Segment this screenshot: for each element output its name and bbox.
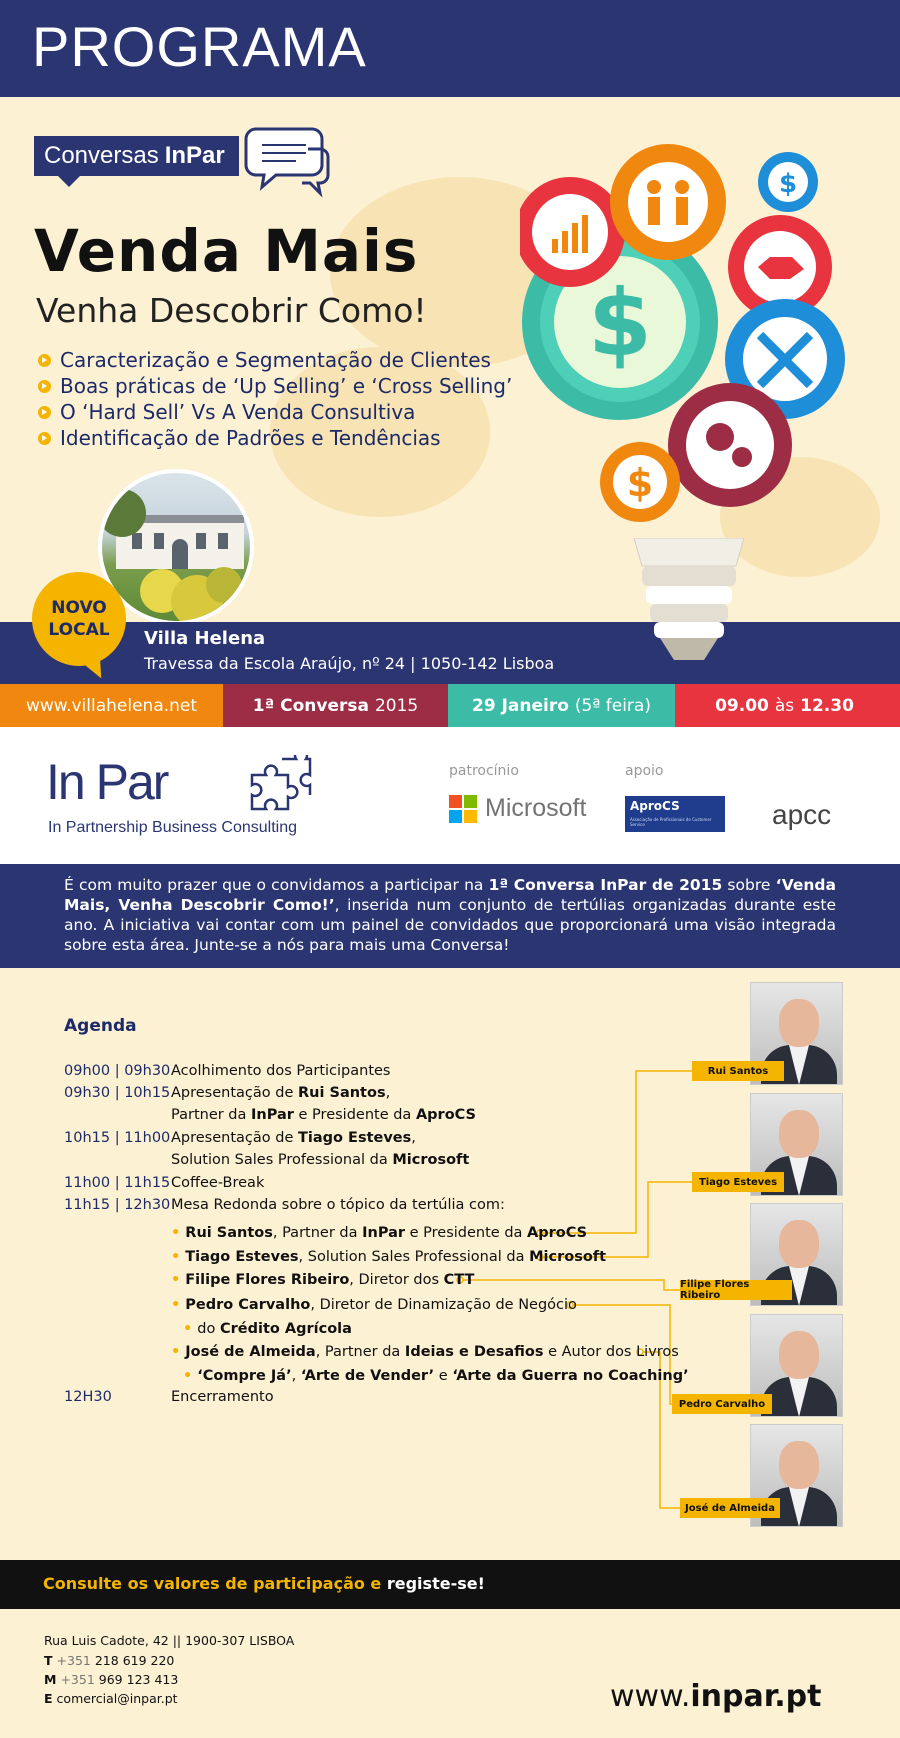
text-part: do [197,1321,220,1337]
text-part: , Solution Sales Professional da [298,1249,530,1265]
panel-member-continued [183,1318,352,1340]
register-link[interactable]: registe-se! [386,1574,485,1593]
email-label: E [44,1691,53,1706]
badge-line: NOVO [51,598,107,618]
phone-number: 218 619 220 [94,1653,175,1668]
cta-text: Consulte os valores de participação e [43,1574,387,1593]
event-info-strip [0,684,900,727]
text-bold: AproCS [415,1107,477,1123]
agenda-text: Acolhimento dos Participantes [171,1063,391,1079]
text-bold: InPar [251,1107,294,1123]
text-part: Solution Sales Professional da [171,1152,393,1168]
website-prefix[interactable]: www. [610,1679,691,1714]
text-part: Apresentação de [171,1085,298,1101]
text-part: , Diretor de Dinamização de Negócio [310,1297,577,1313]
panel-name: Pedro Carvalho [185,1297,311,1313]
speech-bubbles-icon [238,119,334,199]
agenda-time: 12H30 [64,1389,112,1405]
sponsor-label: patrocínio [449,763,519,779]
play-bullet-icon [38,380,51,393]
support-label: apoio [625,763,664,779]
text-bold: Crédito Agrícola [219,1321,352,1337]
new-location-badge [32,572,126,666]
agenda-item [64,1172,264,1194]
topic-text: Boas práticas de ‘Up Selling’ e ‘Cross Selling’ [60,374,513,398]
speaker-name-tag: Filipe Flores Ribeiro [680,1280,792,1300]
invite-bold: ‘Venda Mais, Venha Descobrir Como!’ [64,876,836,914]
inpar-tagline: In Partnership Business Consulting [48,819,298,836]
badge-light-text: Conversas [44,142,159,169]
badge-bold-text: InPar [164,142,225,169]
agenda-item [64,1127,469,1171]
phone-label: T [44,1653,53,1668]
registration-cta-text[interactable] [43,1574,485,1593]
speaker-name-tag: Rui Santos [692,1061,784,1081]
aprocs-text: AproCS [630,799,680,813]
panel-name: Tiago Esteves [185,1249,299,1265]
footer-email [44,1691,178,1706]
topic-text: O ‘Hard Sell’ Vs A Venda Consultiva [60,400,416,424]
footer-mobile [44,1672,178,1687]
hero-section [0,97,900,622]
mobile-number: 969 123 413 [98,1672,179,1687]
gears-lightbulb-illustration [520,127,880,587]
gear-orange-bottom [600,442,680,522]
panel-name: Filipe Flores Ribeiro [185,1272,350,1288]
footer-address: Rua Luis Cadote, 42 || 1900-307 LISBOA [44,1633,295,1648]
agenda-time: 11h15 | 12h30 [64,1197,171,1213]
text-part: e Autor dos Livros [543,1344,679,1360]
venue-website-link[interactable] [0,684,223,727]
microsoft-logo [449,794,586,823]
text-part: e Presidente da [293,1107,416,1123]
agenda-text: Encerramento [171,1389,274,1405]
invite-bold: 1ª Conversa InPar de 2015 [488,876,723,894]
text-part: , [411,1130,416,1146]
website-domain[interactable]: inpar.pt [690,1679,822,1714]
aprocs-logo [625,796,725,832]
gear-orange-top [610,144,726,260]
play-bullet-icon [38,432,51,445]
text-bold: AproCS [527,1225,588,1241]
agenda-time: 11h00 | 11h15 [64,1175,171,1191]
speaker-name-tag: Pedro Carvalho [672,1394,772,1414]
play-bullet-icon [38,406,51,419]
email-link[interactable]: comercial@inpar.pt [56,1691,178,1706]
text-part: , [385,1085,391,1101]
logos-section [0,727,900,864]
agenda-time: 09h30 | 10h15 [64,1085,171,1101]
page-header [0,0,900,97]
location-bar [0,622,900,684]
venue-address: Travessa da Escola Araújo, nº 24 | 1050-142 Lisboa [144,654,555,673]
text-part: , [291,1368,301,1384]
topic-text: Identificação de Padrões e Tendências [60,426,441,450]
hero-title: Venda Mais [34,217,419,285]
panel-member-continued [183,1365,689,1387]
text-bold: ‘Compre Já’ [197,1368,292,1384]
puzzle-icon [246,755,314,811]
venue-name: Villa Helena [144,628,266,649]
text-bold: Microsoft [529,1249,607,1265]
gear-maroon-bottom [668,383,792,507]
topics-list [38,347,512,451]
microsoft-windows-icon [449,795,477,823]
speaker-name-tag: José de Almeida [680,1498,780,1518]
panel-member [171,1341,679,1363]
agenda-time: 09h00 | 09h30 [64,1063,171,1079]
speaker-name: Rui Santos [298,1085,386,1101]
play-bullet-icon [38,354,51,367]
svg-text:$: $ [626,461,654,505]
panel-member [171,1222,587,1244]
hero-subtitle: Venha Descobrir Como! [36,291,427,330]
text-bold: ‘Arte de Vender’ [300,1368,435,1384]
topic-item [38,373,512,399]
conversa-year: 2015 [374,695,419,716]
panel-name: Rui Santos [185,1225,273,1241]
invite-text: É com muito prazer que o convidamos a participar na [64,876,489,894]
panel-member [171,1269,474,1291]
text-part: e [434,1368,453,1384]
event-date: 29 Janeiro [472,695,569,716]
registration-cta-bar[interactable] [0,1560,900,1609]
speaker-name-tag: Tiago Esteves [692,1172,784,1192]
agenda-text [171,1082,476,1126]
panel-member [171,1294,577,1316]
aprocs-subtext: Associação de Profissionais de Customer Service [630,817,712,827]
text-part: , Diretor dos [349,1272,444,1288]
agenda-item [64,1194,505,1216]
text-bold: Microsoft [392,1152,470,1168]
agenda-title: Agenda [64,1016,137,1036]
topic-text: Caracterização e Segmentação de Clientes [60,348,491,372]
agenda-item [64,1060,391,1082]
text-bold: Ideias e Desafios [404,1344,544,1360]
agenda-text: Mesa Redonda sobre o tópico da tertúlia com: [171,1197,505,1213]
agenda-section [0,968,900,1560]
text-part: , Partner da [315,1344,405,1360]
text-bold: CTT [443,1272,475,1288]
phone-prefix: +351 [56,1653,91,1668]
svg-text:$: $ [587,270,653,377]
page-title: PROGRAMA [32,15,367,78]
conversa-cell [223,684,448,727]
invitation-paragraph [64,875,836,955]
time-cell [675,684,900,727]
invitation-text-block [0,864,900,968]
apcc-text: apcc [772,799,832,830]
lightbulb-base-icon [624,538,754,678]
time-separator: às [774,695,795,716]
svg-text:$: $ [778,169,798,199]
topic-item [38,425,512,451]
invite-text: , inserida num conjunto de tertúlias organizadas durante este ano. A iniciativa vai contar com um painel de convidados que proporcionará uma visão integrada sobre esta área. Junte-se a nós para mais uma Conversa! [64,896,836,954]
inpar-website-link[interactable] [610,1679,821,1714]
text-part: Apresentação de [171,1130,298,1146]
website-text[interactable]: www.villahelena.net [25,695,198,716]
gear-red-top-left [520,177,625,287]
gear-blue-small [758,152,818,212]
conversas-inpar-badge [34,136,239,176]
speaker-name: Tiago Esteves [298,1130,412,1146]
text-bold: ‘Arte da Guerra no Coaching’ [452,1368,689,1384]
panel-member [171,1246,606,1268]
badge-line: LOCAL [48,620,110,640]
mobile-label: M [44,1672,57,1687]
topic-item [38,347,512,373]
agenda-item [64,1386,274,1408]
agenda-text: Coffee-Break [171,1175,265,1191]
footer-phone [44,1653,174,1668]
text-part: Partner da [171,1107,252,1123]
time-start: 09.00 [715,695,769,716]
agenda-text [171,1127,469,1171]
footer [0,1609,900,1738]
text-part: , Partner da [272,1225,363,1241]
topic-item [38,399,512,425]
text-bold: InPar [362,1225,406,1241]
apcc-logo [772,799,831,831]
mobile-prefix: +351 [60,1672,95,1687]
villa-building-icon [102,473,254,622]
text-part: e Presidente da [405,1225,528,1241]
microsoft-text: Microsoft [485,794,587,822]
inpar-logo: In Par [46,754,168,810]
invite-text: sobre [722,876,776,894]
conversa-number: 1ª Conversa [252,695,369,716]
panel-name: José de Almeida [185,1344,316,1360]
event-weekday: (5ª feira) [574,695,651,716]
agenda-time: 10h15 | 11h00 [64,1130,171,1146]
time-end: 12.30 [800,695,854,716]
date-cell [448,684,675,727]
agenda-item [64,1082,476,1126]
